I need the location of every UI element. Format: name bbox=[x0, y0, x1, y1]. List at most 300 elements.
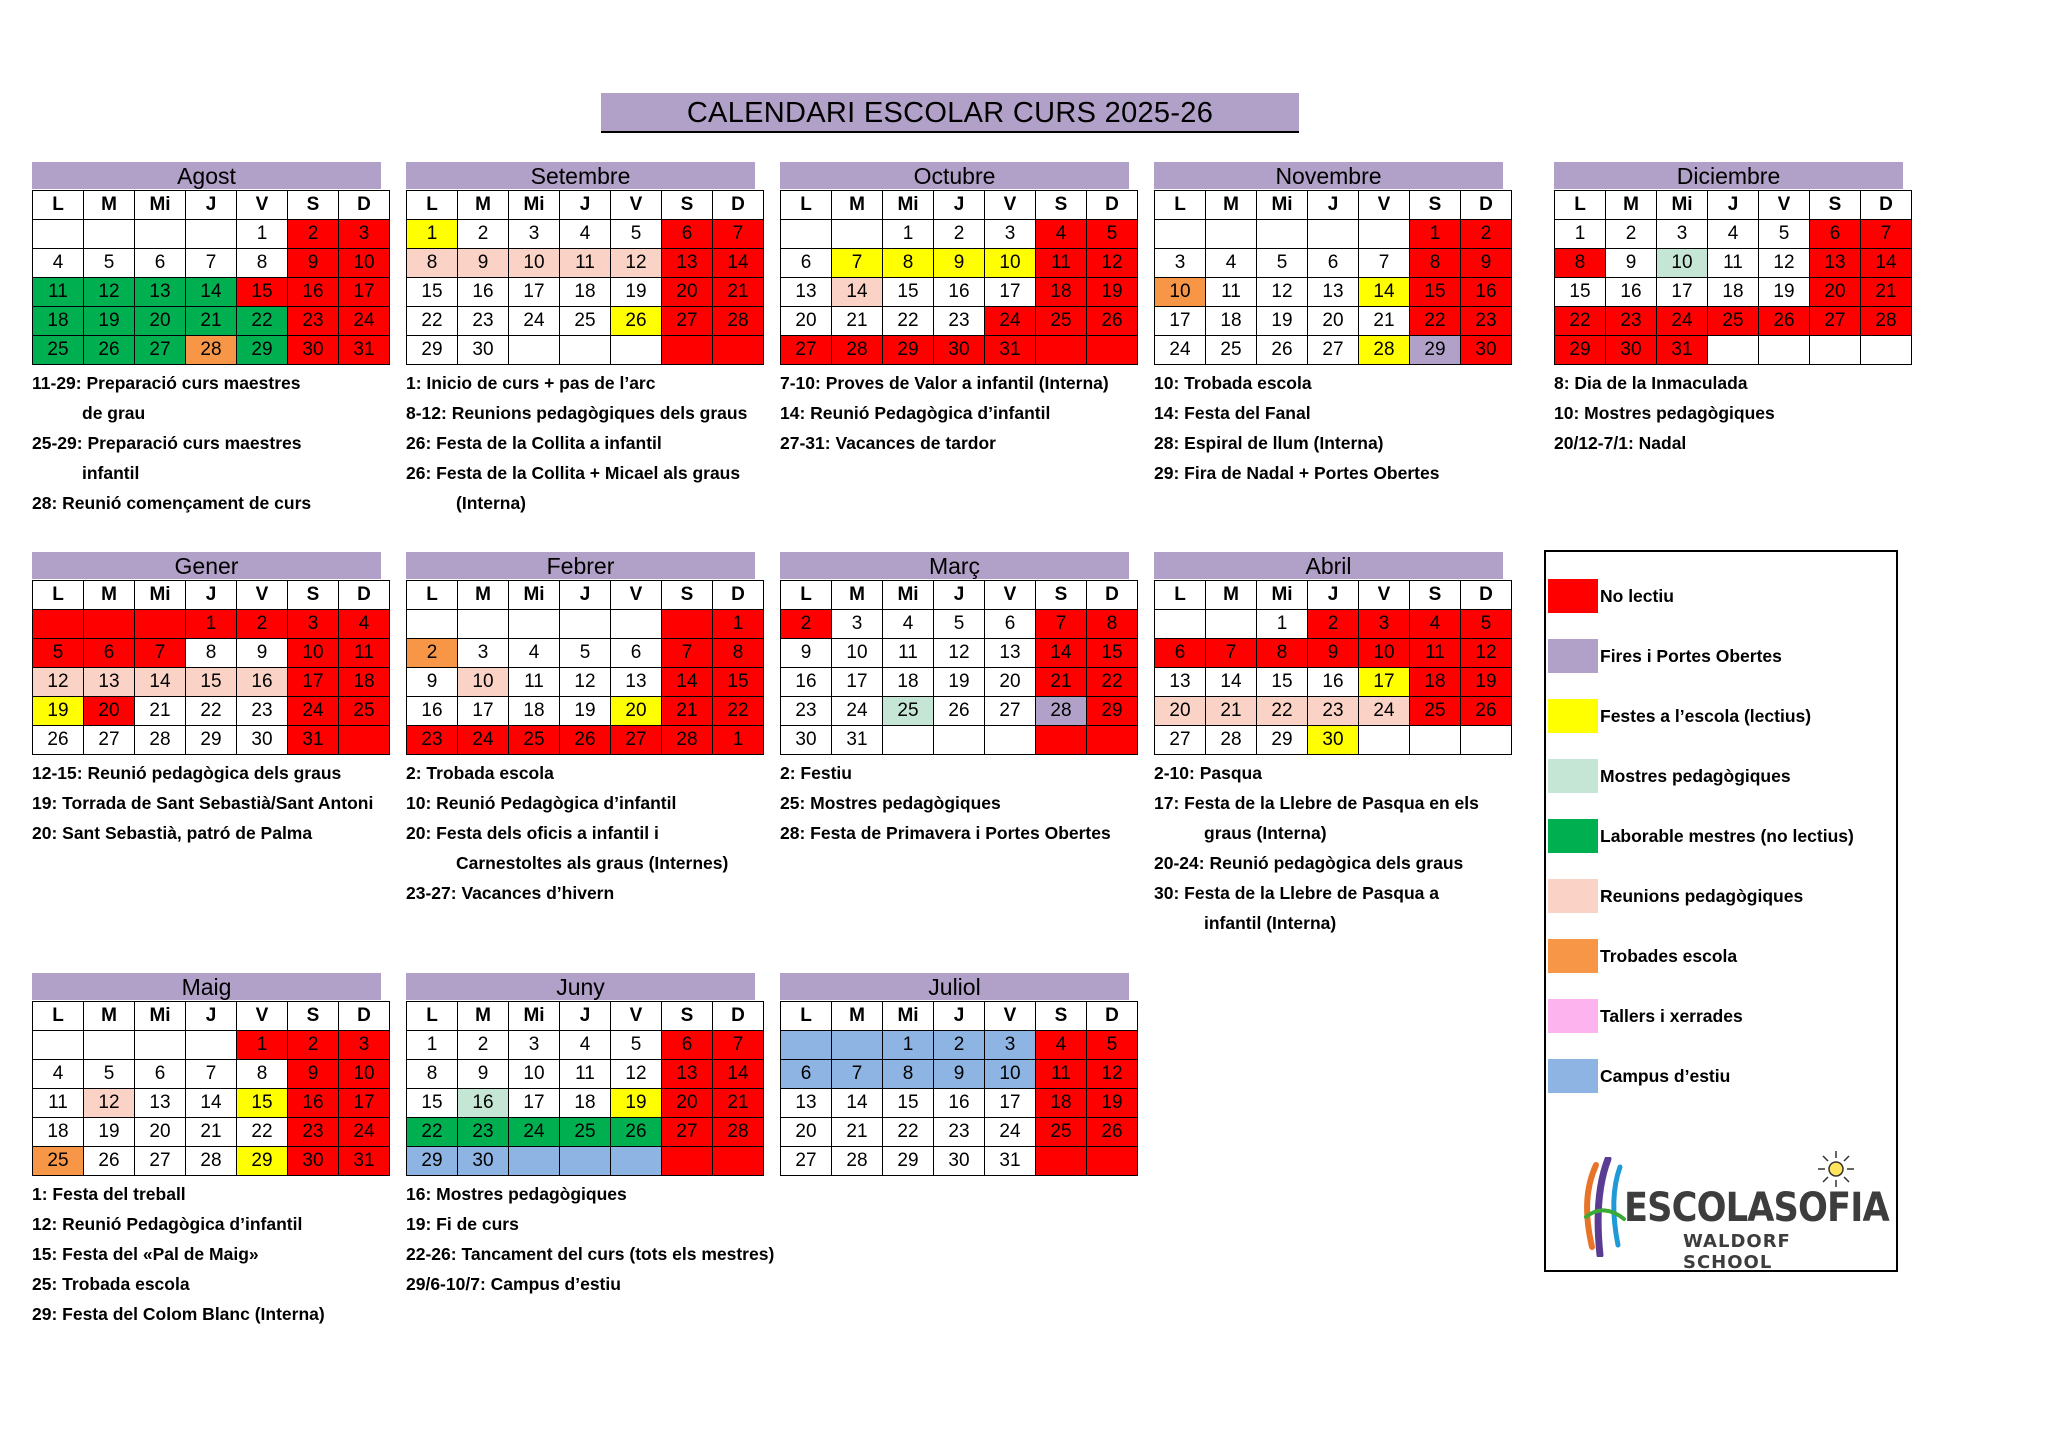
day-cell: 6 bbox=[611, 639, 662, 668]
day-cell: 1 bbox=[883, 1031, 934, 1060]
day-cell: 20 bbox=[611, 697, 662, 726]
day-cell: 14 bbox=[1359, 278, 1410, 307]
day-cell: 26 bbox=[84, 336, 135, 365]
week-row bbox=[781, 668, 1138, 697]
day-cell: 19 bbox=[1087, 1089, 1138, 1118]
day-cell bbox=[1810, 336, 1861, 365]
month-10 bbox=[406, 973, 775, 1299]
day-cell: 3 bbox=[832, 610, 883, 639]
note-line: 1: Inicio de curs + pas de l’arc bbox=[406, 373, 656, 393]
month-notes bbox=[1154, 368, 1554, 488]
day-cell bbox=[781, 1031, 832, 1060]
day-cell: 2 bbox=[934, 220, 985, 249]
week-row bbox=[1155, 249, 1512, 278]
day-cell bbox=[407, 610, 458, 639]
month-title: Juny bbox=[406, 973, 755, 1000]
week-row bbox=[407, 610, 764, 639]
day-cell bbox=[1206, 610, 1257, 639]
week-row bbox=[781, 278, 1138, 307]
day-cell: 11 bbox=[560, 249, 611, 278]
day-cell bbox=[186, 220, 237, 249]
note-line: 29: Festa del Colom Blanc (Interna) bbox=[32, 1304, 325, 1324]
weekday-header: S bbox=[662, 581, 713, 610]
month-grid bbox=[32, 580, 390, 755]
note-line: Carnestoltes als graus (Internes) bbox=[456, 853, 729, 873]
day-cell: 14 bbox=[1206, 668, 1257, 697]
day-cell: 6 bbox=[84, 639, 135, 668]
day-cell: 20 bbox=[1308, 307, 1359, 336]
day-cell: 30 bbox=[1461, 336, 1512, 365]
month-title: Gener bbox=[32, 552, 381, 579]
day-cell: 28 bbox=[1861, 307, 1912, 336]
legend-swatch bbox=[1548, 939, 1598, 973]
day-cell: 4 bbox=[1036, 1031, 1087, 1060]
day-cell bbox=[1861, 336, 1912, 365]
day-cell: 14 bbox=[662, 668, 713, 697]
day-cell: 16 bbox=[1606, 278, 1657, 307]
week-row bbox=[33, 307, 390, 336]
weekday-header: D bbox=[1861, 191, 1912, 220]
note-line: 12: Reunió Pedagògica d’infantil bbox=[32, 1214, 303, 1234]
week-row bbox=[1155, 220, 1512, 249]
weekday-header: S bbox=[1036, 1002, 1087, 1031]
day-cell: 25 bbox=[1206, 336, 1257, 365]
day-cell: 1 bbox=[713, 610, 764, 639]
day-cell: 1 bbox=[237, 1031, 288, 1060]
day-cell: 8 bbox=[713, 639, 764, 668]
day-cell: 25 bbox=[1036, 1118, 1087, 1147]
weekday-header: Mi bbox=[509, 191, 560, 220]
legend-label: Laborable mestres (no lectius) bbox=[1600, 825, 1854, 846]
month-2 bbox=[780, 162, 1129, 458]
day-cell: 27 bbox=[1155, 726, 1206, 755]
day-cell: 26 bbox=[1257, 336, 1308, 365]
day-cell: 9 bbox=[1308, 639, 1359, 668]
day-cell: 30 bbox=[934, 1147, 985, 1176]
day-cell: 12 bbox=[1087, 1060, 1138, 1089]
day-cell: 20 bbox=[781, 307, 832, 336]
day-cell: 14 bbox=[135, 668, 186, 697]
day-cell: 15 bbox=[1087, 639, 1138, 668]
day-cell: 9 bbox=[288, 1060, 339, 1089]
day-cell: 5 bbox=[560, 639, 611, 668]
week-row bbox=[781, 1031, 1138, 1060]
note-line: 29: Fira de Nadal + Portes Obertes bbox=[1154, 463, 1440, 483]
day-cell: 31 bbox=[339, 1147, 390, 1176]
day-cell: 14 bbox=[1036, 639, 1087, 668]
day-cell: 18 bbox=[509, 697, 560, 726]
week-row bbox=[407, 726, 764, 755]
day-cell: 22 bbox=[1410, 307, 1461, 336]
day-cell: 30 bbox=[237, 726, 288, 755]
day-cell: 31 bbox=[985, 1147, 1036, 1176]
day-cell: 7 bbox=[713, 1031, 764, 1060]
weekday-header: D bbox=[1087, 191, 1138, 220]
day-cell: 3 bbox=[1359, 610, 1410, 639]
day-cell: 29 bbox=[1555, 336, 1606, 365]
legend-swatch bbox=[1548, 699, 1598, 733]
day-cell: 9 bbox=[1606, 249, 1657, 278]
day-cell: 11 bbox=[1708, 249, 1759, 278]
day-cell: 11 bbox=[883, 639, 934, 668]
week-row bbox=[781, 336, 1138, 365]
week-row bbox=[33, 726, 390, 755]
weekday-header: J bbox=[186, 581, 237, 610]
day-cell bbox=[33, 610, 84, 639]
day-cell: 22 bbox=[883, 1118, 934, 1147]
note-line: 14: Reunió Pedagògica d’infantil bbox=[780, 403, 1051, 423]
day-cell: 5 bbox=[611, 1031, 662, 1060]
day-cell: 28 bbox=[662, 726, 713, 755]
day-cell: 12 bbox=[1759, 249, 1810, 278]
day-cell bbox=[1036, 726, 1087, 755]
day-cell: 1 bbox=[1257, 610, 1308, 639]
day-cell: 9 bbox=[934, 1060, 985, 1089]
day-cell: 4 bbox=[339, 610, 390, 639]
week-row bbox=[33, 1147, 390, 1176]
day-cell: 26 bbox=[1461, 697, 1512, 726]
week-row bbox=[407, 1060, 764, 1089]
day-cell: 5 bbox=[934, 610, 985, 639]
day-cell: 30 bbox=[934, 336, 985, 365]
day-cell: 13 bbox=[611, 668, 662, 697]
month-grid bbox=[406, 190, 764, 365]
day-cell: 27 bbox=[611, 726, 662, 755]
legend-label: Reunions pedagògiques bbox=[1600, 885, 1804, 906]
week-row bbox=[407, 1118, 764, 1147]
day-cell: 14 bbox=[832, 1089, 883, 1118]
week-row bbox=[781, 1118, 1138, 1147]
month-6 bbox=[406, 552, 755, 908]
day-cell: 7 bbox=[662, 639, 713, 668]
day-cell: 15 bbox=[237, 1089, 288, 1118]
day-cell: 9 bbox=[458, 249, 509, 278]
weekday-header: V bbox=[985, 581, 1036, 610]
day-cell: 23 bbox=[781, 697, 832, 726]
day-cell: 1 bbox=[883, 220, 934, 249]
day-cell: 30 bbox=[781, 726, 832, 755]
day-cell: 18 bbox=[1036, 278, 1087, 307]
weekday-header: V bbox=[237, 1002, 288, 1031]
weekday-header: Mi bbox=[883, 581, 934, 610]
day-cell: 12 bbox=[84, 1089, 135, 1118]
note-line: 26: Festa de la Collita + Micael als graus bbox=[406, 463, 741, 483]
day-cell: 24 bbox=[509, 1118, 560, 1147]
day-cell: 9 bbox=[237, 639, 288, 668]
weekday-header: V bbox=[985, 1002, 1036, 1031]
day-cell: 27 bbox=[662, 1118, 713, 1147]
day-cell: 12 bbox=[1257, 278, 1308, 307]
day-cell: 11 bbox=[1036, 249, 1087, 278]
day-cell bbox=[1206, 220, 1257, 249]
weekday-header: V bbox=[985, 191, 1036, 220]
day-cell: 24 bbox=[509, 307, 560, 336]
day-cell: 21 bbox=[135, 697, 186, 726]
day-cell: 15 bbox=[713, 668, 764, 697]
month-5 bbox=[32, 552, 381, 848]
day-cell: 2 bbox=[458, 220, 509, 249]
month-notes bbox=[406, 758, 806, 908]
day-cell: 12 bbox=[1087, 249, 1138, 278]
day-cell: 20 bbox=[662, 1089, 713, 1118]
month-notes bbox=[780, 368, 1180, 458]
day-cell: 13 bbox=[1810, 249, 1861, 278]
legend-item bbox=[1548, 1059, 1730, 1093]
day-cell: 14 bbox=[713, 249, 764, 278]
weekday-header: L bbox=[33, 1002, 84, 1031]
week-row bbox=[781, 726, 1138, 755]
day-cell: 18 bbox=[1206, 307, 1257, 336]
day-cell: 1 bbox=[713, 726, 764, 755]
day-cell: 16 bbox=[407, 697, 458, 726]
day-cell: 4 bbox=[560, 1031, 611, 1060]
legend-swatch bbox=[1548, 759, 1598, 793]
day-cell: 21 bbox=[1036, 668, 1087, 697]
day-cell: 16 bbox=[934, 278, 985, 307]
weekday-header: J bbox=[934, 581, 985, 610]
day-cell: 20 bbox=[781, 1118, 832, 1147]
day-cell: 30 bbox=[1308, 726, 1359, 755]
week-row bbox=[1155, 639, 1512, 668]
weekday-header: L bbox=[781, 191, 832, 220]
day-cell: 21 bbox=[1861, 278, 1912, 307]
week-row bbox=[781, 697, 1138, 726]
logo-subtitle: WALDORF SCHOOL bbox=[1683, 1231, 1791, 1273]
day-cell: 31 bbox=[339, 336, 390, 365]
day-cell: 12 bbox=[611, 249, 662, 278]
weekday-header: S bbox=[662, 191, 713, 220]
day-cell: 5 bbox=[84, 1060, 135, 1089]
day-cell: 20 bbox=[1810, 278, 1861, 307]
day-cell: 27 bbox=[84, 726, 135, 755]
day-cell: 20 bbox=[662, 278, 713, 307]
day-cell: 12 bbox=[84, 278, 135, 307]
day-cell: 1 bbox=[407, 1031, 458, 1060]
day-cell: 3 bbox=[1155, 249, 1206, 278]
week-row bbox=[407, 1031, 764, 1060]
day-cell: 20 bbox=[84, 697, 135, 726]
week-row bbox=[1155, 668, 1512, 697]
day-cell bbox=[84, 1031, 135, 1060]
month-grid bbox=[780, 580, 1138, 755]
legend-item bbox=[1548, 639, 1782, 673]
day-cell: 23 bbox=[407, 726, 458, 755]
day-cell: 7 bbox=[832, 1060, 883, 1089]
day-cell: 12 bbox=[33, 668, 84, 697]
note-line: 19: Fi de curs bbox=[406, 1214, 519, 1234]
weekday-header: M bbox=[832, 1002, 883, 1031]
weekday-header: L bbox=[407, 191, 458, 220]
day-cell: 6 bbox=[135, 1060, 186, 1089]
weekday-header: L bbox=[33, 191, 84, 220]
day-cell: 3 bbox=[458, 639, 509, 668]
week-row bbox=[1155, 610, 1512, 639]
day-cell: 28 bbox=[1359, 336, 1410, 365]
day-cell: 25 bbox=[560, 1118, 611, 1147]
day-cell: 18 bbox=[339, 668, 390, 697]
legend bbox=[1544, 550, 1898, 1272]
week-row bbox=[33, 610, 390, 639]
day-cell: 25 bbox=[33, 1147, 84, 1176]
day-cell bbox=[1087, 726, 1138, 755]
legend-swatch bbox=[1548, 999, 1598, 1033]
note-line: 28: Festa de Primavera i Portes Obertes bbox=[780, 823, 1111, 843]
week-row bbox=[33, 249, 390, 278]
day-cell: 9 bbox=[934, 249, 985, 278]
week-row bbox=[781, 249, 1138, 278]
day-cell: 20 bbox=[985, 668, 1036, 697]
day-cell: 1 bbox=[407, 220, 458, 249]
day-cell: 28 bbox=[832, 1147, 883, 1176]
week-row bbox=[33, 278, 390, 307]
day-cell: 16 bbox=[934, 1089, 985, 1118]
day-cell: 23 bbox=[237, 697, 288, 726]
day-cell: 29 bbox=[237, 1147, 288, 1176]
day-cell bbox=[713, 1147, 764, 1176]
note-line: 20: Sant Sebastià, patró de Palma bbox=[32, 823, 313, 843]
day-cell: 13 bbox=[84, 668, 135, 697]
weekday-header: S bbox=[1810, 191, 1861, 220]
day-cell: 15 bbox=[407, 278, 458, 307]
legend-item bbox=[1548, 879, 1803, 913]
day-cell: 24 bbox=[458, 726, 509, 755]
week-row bbox=[781, 1060, 1138, 1089]
day-cell bbox=[560, 1147, 611, 1176]
weekday-header: L bbox=[407, 1002, 458, 1031]
day-cell: 28 bbox=[1206, 726, 1257, 755]
weekday-header: J bbox=[186, 1002, 237, 1031]
weekday-header: D bbox=[1087, 1002, 1138, 1031]
note-line: 8: Dia de la Inmaculada bbox=[1554, 373, 1748, 393]
day-cell: 31 bbox=[1657, 336, 1708, 365]
day-cell: 1 bbox=[1555, 220, 1606, 249]
weekday-header: Mi bbox=[135, 1002, 186, 1031]
day-cell: 5 bbox=[84, 249, 135, 278]
legend-swatch bbox=[1548, 639, 1598, 673]
day-cell: 18 bbox=[33, 307, 84, 336]
note-line: 12-15: Reunió pedagògica dels graus bbox=[32, 763, 342, 783]
day-cell: 15 bbox=[1410, 278, 1461, 307]
day-cell: 6 bbox=[662, 1031, 713, 1060]
day-cell: 21 bbox=[1206, 697, 1257, 726]
day-cell: 19 bbox=[33, 697, 84, 726]
day-cell: 24 bbox=[985, 307, 1036, 336]
month-title: Abril bbox=[1154, 552, 1503, 579]
weekday-header: M bbox=[458, 191, 509, 220]
weekday-header: L bbox=[1555, 191, 1606, 220]
week-row bbox=[33, 1031, 390, 1060]
day-cell: 19 bbox=[84, 307, 135, 336]
weekday-header: S bbox=[1410, 581, 1461, 610]
day-cell: 8 bbox=[186, 639, 237, 668]
note-line: 1: Festa del treball bbox=[32, 1184, 186, 1204]
month-grid bbox=[780, 190, 1138, 365]
note-line: 14: Festa del Fanal bbox=[1154, 403, 1311, 423]
day-cell: 18 bbox=[33, 1118, 84, 1147]
week-row bbox=[1155, 278, 1512, 307]
day-cell: 15 bbox=[186, 668, 237, 697]
day-cell: 10 bbox=[832, 639, 883, 668]
day-cell: 25 bbox=[1036, 307, 1087, 336]
day-cell: 8 bbox=[1555, 249, 1606, 278]
day-cell: 9 bbox=[458, 1060, 509, 1089]
day-cell: 29 bbox=[1410, 336, 1461, 365]
day-cell: 23 bbox=[1308, 697, 1359, 726]
day-cell: 19 bbox=[934, 668, 985, 697]
month-notes bbox=[32, 1179, 432, 1329]
note-line: 10: Trobada escola bbox=[1154, 373, 1312, 393]
day-cell: 11 bbox=[1036, 1060, 1087, 1089]
note-line: 10: Reunió Pedagògica d’infantil bbox=[406, 793, 677, 813]
week-row bbox=[781, 1089, 1138, 1118]
day-cell: 30 bbox=[1606, 336, 1657, 365]
day-cell: 7 bbox=[135, 639, 186, 668]
month-7 bbox=[780, 552, 1129, 848]
week-row bbox=[407, 1147, 764, 1176]
note-line: infantil (Interna) bbox=[1204, 913, 1337, 933]
day-cell: 7 bbox=[713, 220, 764, 249]
day-cell: 22 bbox=[1087, 668, 1138, 697]
day-cell: 21 bbox=[832, 1118, 883, 1147]
day-cell bbox=[509, 1147, 560, 1176]
day-cell: 22 bbox=[883, 307, 934, 336]
day-cell: 13 bbox=[781, 278, 832, 307]
day-cell: 11 bbox=[509, 668, 560, 697]
day-cell: 8 bbox=[1087, 610, 1138, 639]
day-cell: 19 bbox=[1759, 278, 1810, 307]
day-cell: 10 bbox=[985, 1060, 1036, 1089]
month-notes bbox=[406, 1179, 806, 1299]
week-row bbox=[407, 220, 764, 249]
day-cell: 23 bbox=[288, 307, 339, 336]
legend-item bbox=[1548, 819, 1854, 853]
day-cell: 17 bbox=[339, 1089, 390, 1118]
day-cell: 9 bbox=[288, 249, 339, 278]
week-row bbox=[407, 668, 764, 697]
note-line: 26: Festa de la Collita a infantil bbox=[406, 433, 662, 453]
day-cell: 8 bbox=[407, 249, 458, 278]
day-cell: 21 bbox=[1359, 307, 1410, 336]
weekday-header: Mi bbox=[1257, 581, 1308, 610]
month-grid bbox=[780, 1001, 1138, 1176]
day-cell: 4 bbox=[1708, 220, 1759, 249]
day-cell: 4 bbox=[1206, 249, 1257, 278]
month-notes bbox=[32, 368, 432, 518]
day-cell bbox=[1155, 610, 1206, 639]
legend-label: Festes a l’escola (lectius) bbox=[1600, 705, 1812, 726]
note-line: de grau bbox=[82, 403, 146, 423]
week-row bbox=[1155, 307, 1512, 336]
legend-item bbox=[1548, 579, 1674, 613]
day-cell: 7 bbox=[832, 249, 883, 278]
day-cell: 4 bbox=[33, 1060, 84, 1089]
day-cell: 13 bbox=[662, 249, 713, 278]
day-cell: 15 bbox=[237, 278, 288, 307]
week-row bbox=[407, 278, 764, 307]
month-grid bbox=[406, 1001, 764, 1176]
day-cell: 7 bbox=[186, 249, 237, 278]
day-cell: 14 bbox=[832, 278, 883, 307]
day-cell: 16 bbox=[288, 278, 339, 307]
weekday-header: Mi bbox=[883, 1002, 934, 1031]
day-cell: 13 bbox=[1155, 668, 1206, 697]
legend-item bbox=[1548, 939, 1737, 973]
day-cell: 20 bbox=[135, 307, 186, 336]
day-cell: 13 bbox=[135, 1089, 186, 1118]
day-cell bbox=[1087, 336, 1138, 365]
day-cell: 2 bbox=[781, 610, 832, 639]
day-cell bbox=[662, 610, 713, 639]
